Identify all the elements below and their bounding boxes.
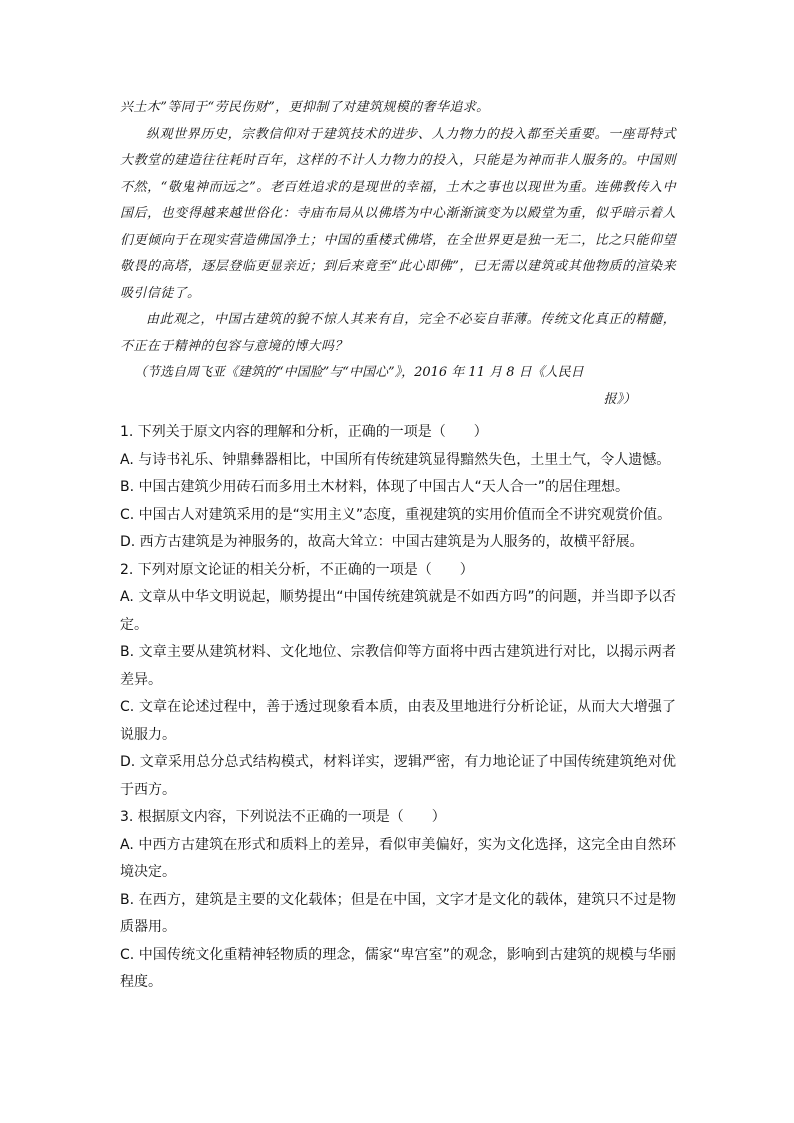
question-3: [120, 804, 676, 997]
option-a: A. 中西方古建筑在形式和质料上的差异，看似审美偏好，实为文化选择，这完全由自然环境决定。: [120, 836, 676, 880]
option-b: B. 中国古建筑少用砖石而多用土木材料，体现了中国古人“天人合一”的居住理想。: [120, 479, 630, 495]
passage-paragraph-3: 由此观之，中国古建筑的貌不惊人其来有自，完全不必妄自菲薄。传统文化真正的精髓，不正在于精神的包容与意境的博大吗？: [120, 312, 676, 354]
question-2: [120, 557, 676, 805]
citation-line-1: （节选自周飞亚《建筑的“中国脸”与“中国心”》，2016 年 11 月 8 日《人民日: [134, 365, 584, 380]
citation-line-2: 报》）: [603, 391, 636, 407]
page-content: [120, 95, 676, 997]
option-c: C. 中国传统文化重精神轻物质的理念，儒家“卑宫室”的观念，影响到古建筑的规模与华丽程度。: [120, 946, 676, 990]
option-b: B. 文章主要从建筑材料、文化地位、宗教信仰等方面将中西古建筑进行对比，以揭示两者差异。: [120, 644, 676, 688]
question-stem: 2. 下列对原文论证的相关分析，不正确的一项是（ ）: [120, 561, 474, 578]
option-c: C. 文章在论述过程中，善于透过现象看本质，由表及里地进行分析论证，从而大大增强了说服力。: [120, 699, 676, 743]
option-c: C. 中国古人对建筑采用的是“实用主义”态度，重视建筑的实用价值而全不讲究观赏价值。: [120, 506, 672, 523]
option-a: A. 文章从中华文明说起，顺势提出“中国传统建筑就是不如西方吗”的问题，并当即予以否定。: [120, 589, 676, 633]
option-d: D. 文章采用总分总式结构模式，材料详实，逻辑严密，有力地论证了中国传统建筑绝对优于西方。: [120, 754, 676, 798]
option-a: A. 与诗书礼乐、钟鼎彝器相比，中国所有传统建筑显得黯然失色，土里土气，令人遗憾。: [120, 451, 671, 468]
question-list: [120, 419, 676, 997]
question-stem: 1. 下列关于原文内容的理解和分析，正确的一项是（ ）: [120, 424, 488, 440]
option-b: B. 在西方，建筑是主要的文化载体；但是在中国，文字才是文化的载体，建筑只不过是物质器用。: [120, 891, 676, 935]
passage-paragraph-1: 兴土木”等同于“劳民伤财”，更抑制了对建筑规模的奢华追求。: [120, 100, 490, 115]
question-1: [120, 419, 676, 557]
question-stem: 3. 根据原文内容，下列说法不正确的一项是（ ）: [120, 809, 446, 825]
option-d: D. 西方古建筑是为神服务的，故高大耸立：中国古建筑是为人服务的，故横平舒展。: [120, 534, 644, 550]
passage-paragraph-2: 纵观世界历史，宗教信仰对于建筑技术的进步、人力物力的投入都至关重要。一座哥特式大教堂的建造往往耗时百年，这样的不计人力物力的投入，只能是为神而非人服务的。中国则不然，“敬鬼神而远之”。老百姓追求的是现世的幸福，土木之事也以现世为重。连佛教传入中国后，也变得越来越世俗化：寺庙布局从以佛塔为中心渐渐演变为以殿堂为重，似乎暗示着人们更倾向于在现实营造佛国净土；中国的重楼式佛塔，在全世界更是独一无二，比之只能仰望敬畏的高塔，逐层登临更显亲近；到后来竟至“此心即佛”，已无需以建筑或其他物质的渲染来吸引信徒了。: [120, 126, 676, 301]
citation: [120, 360, 676, 413]
